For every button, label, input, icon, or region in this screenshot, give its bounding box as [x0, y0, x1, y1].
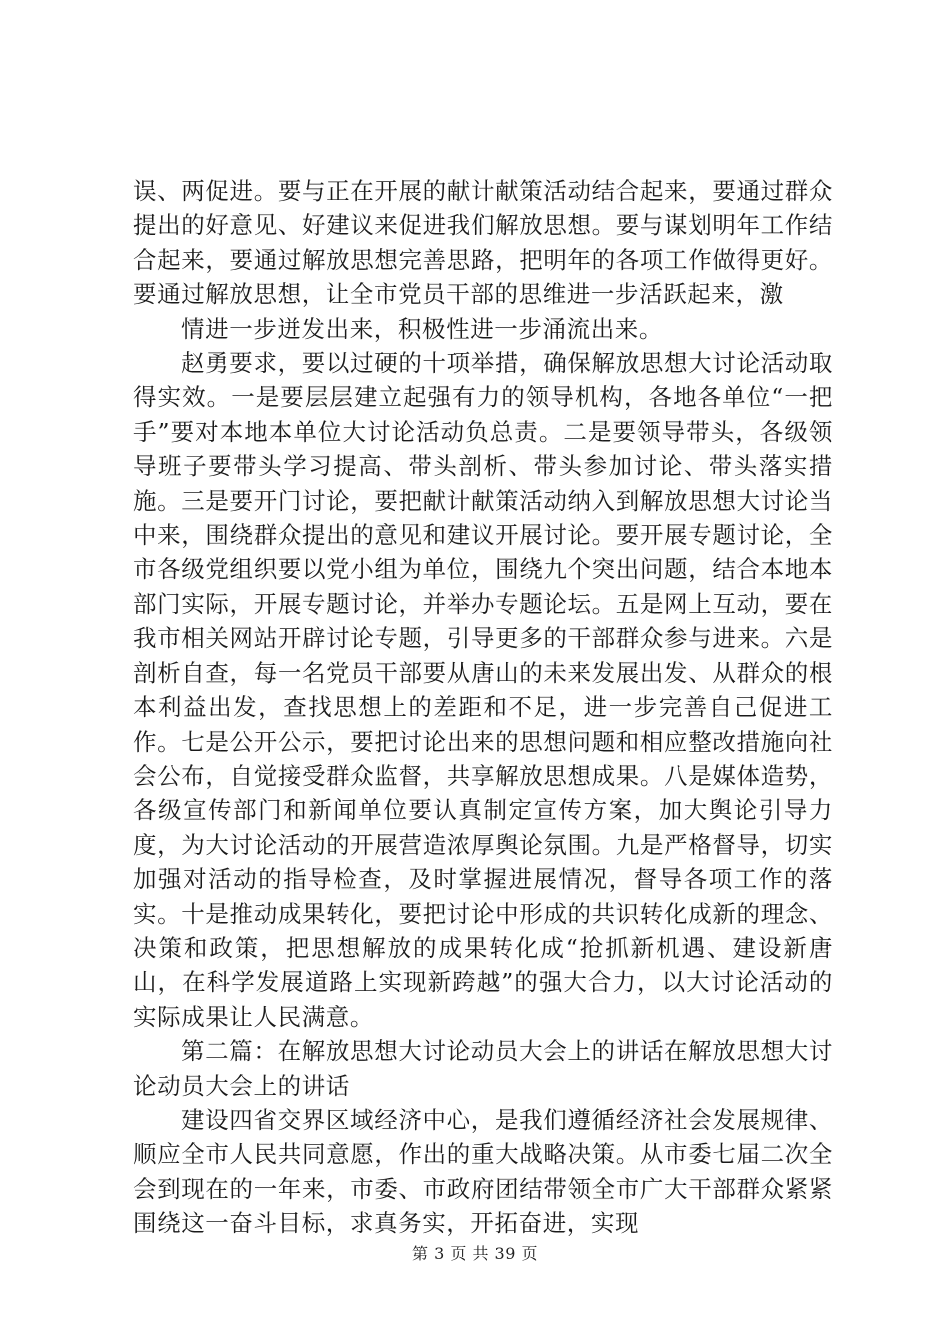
- paragraph-continuation: 误、两促进。要与正在开展的献计献策活动结合起来，要通过群众提出的好意见、好建议来促进我们解放思想。要与谋划明年工作结合起来，要通过解放思想完善思路，把明年的各项工作做得更好。要通过解放思想，让全市党员干部的思维进一步活跃起来，激: [133, 177, 833, 309]
- document-body: [133, 174, 833, 1241]
- section-heading-part-two: 第二篇：在解放思想大讨论动员大会上的讲话在解放思想大讨论动员大会上的讲话: [133, 1037, 833, 1100]
- page-number-footer: 第 3 页 共 39 页: [412, 1244, 538, 1263]
- paragraph-continuation-2: 情进一步迸发出来，积极性进一步涌流出来。: [181, 314, 663, 343]
- paragraph-economic-center: 建设四省交界区域经济中心，是我们遵循经济社会发展规律、顺应全市人民共同意愿，作出的重大战略决策。从市委七届二次全会到现在的一年来，市委、市政府团结带领全市广大干部群众紧紧围绕这一奋斗目标，求真务实，开拓奋进，实现: [133, 1105, 833, 1238]
- paragraph-ten-measures: 赵勇要求，要以过硬的十项举措，确保解放思想大讨论活动取得实效。一是要层层建立起强有力的领导机构，各地各单位“一把手”要对本地本单位大讨论活动负总责。二是要领导带头，各级领导班子要带头学习提高、带头剖析、带头参加讨论、带头落实措施。三是要开门讨论，要把献计献策活动纳入到解放思想大讨论当中来，围绕群众提出的意见和建议开展讨论。要开展专题讨论，全市各级党组织要以党小组为单位，围绕九个突出问题，结合本地本部门实际，开展专题讨论，并举办专题论坛。五是网上互动，要在我市相关网站开辟讨论专题，引导更多的干部群众参与进来。六是剖析自查，每一名党员干部要从唐山的未来发展出发、从群众的根本利益出发，查找思想上的差距和不足，进一步完善自己促进工作。七是公开公示，要把讨论出来的思想问题和相应整改措施向社会公布，自觉接受群众监督，共享解放思想成果。八是媒体造势，各级宣传部门和新闻单位要认真制定宣传方案，加大舆论引导力度，为大讨论活动的开展营造浓厚舆论氛围。九是严格督导，切实加强对活动的指导检查，及时掌握进展情况，督导各项工作的落实。十是推动成果转化，要把讨论中形成的共识转化成新的理念、决策和政策，把思想解放的成果转化成“抢抓新机遇、建设新唐山，在科学发展道路上实现新跨越”的强大合力，以大讨论活动的实际成果让人民满意。: [133, 349, 833, 1031]
